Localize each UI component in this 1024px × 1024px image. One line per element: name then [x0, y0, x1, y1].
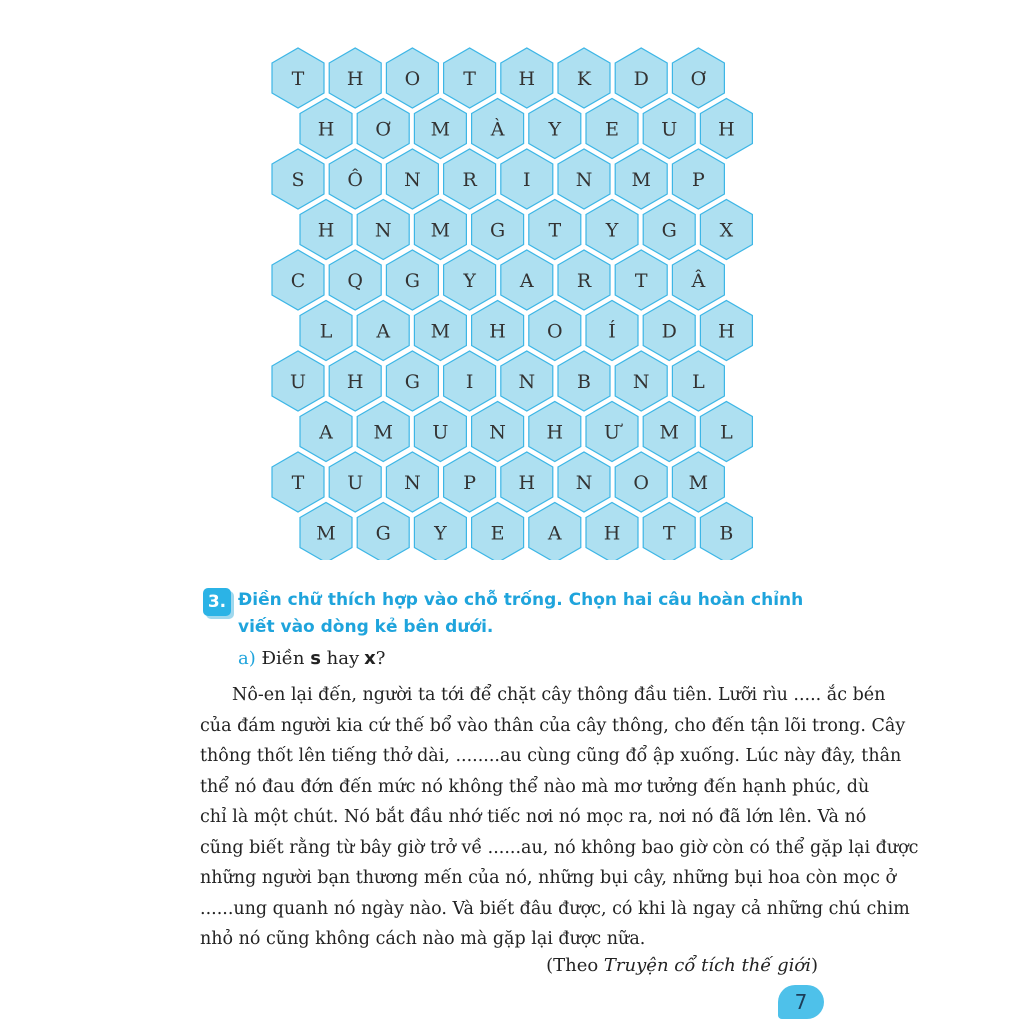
exercise-instruction: Điền chữ thích hợp vào chỗ trống. Chọn hai câu hoàn chỉnh viết vào dòng kẻ bên dưới. — [238, 590, 804, 637]
letter-hexagon — [615, 250, 667, 310]
hexagon-letter: H — [518, 472, 536, 494]
hexagon-letter: O — [404, 68, 421, 90]
letter-hexagon — [700, 503, 752, 561]
letter-hexagon — [444, 351, 496, 411]
letter-hexagon — [472, 301, 524, 361]
letter-hexagon — [672, 48, 724, 108]
letter-hexagon — [615, 149, 667, 209]
hexagon-letter: E — [605, 118, 619, 141]
letter-hexagon — [643, 503, 695, 561]
hexagon-letter: N — [489, 421, 506, 444]
letter-hexagon — [300, 402, 352, 462]
passage-line: của đám người kia cứ thế bổ vào thân của cây thông, cho đến tận lõi trong. Cây — [200, 715, 906, 736]
letter-hexagon — [700, 99, 752, 159]
letter-hexagon — [444, 149, 496, 209]
hexagon-letter: L — [319, 320, 333, 343]
hexagon-letter: N — [575, 169, 593, 191]
hexagon-letter: Y — [548, 118, 562, 141]
hexagon-letter: O — [547, 320, 563, 343]
letter-hexagon — [357, 99, 409, 159]
letter-hexagon — [329, 250, 381, 310]
letter-hexagon — [529, 99, 581, 159]
hexagon-letter: G — [490, 219, 506, 242]
hexagon-letter: Â — [691, 270, 706, 292]
hexagon-letter: N — [404, 472, 421, 494]
letter-hexagon — [329, 149, 381, 209]
letter-hexagon — [558, 48, 610, 108]
letter-hexagon — [586, 402, 638, 462]
part-a-letter-x: x — [364, 648, 376, 669]
letter-hexagon — [414, 99, 466, 159]
hexagon-letter: T — [291, 472, 305, 494]
letter-hexagon — [272, 250, 324, 310]
passage-line: cũng biết rằng từ bây giờ trở về ......au, nó không bao giờ còn có thể gặp lại được — [200, 837, 919, 858]
passage — [200, 680, 919, 955]
hexagon-letter: N — [518, 371, 536, 393]
hexagon-letter: R — [462, 169, 477, 191]
letter-hexagon — [386, 452, 438, 512]
letter-hexagon — [586, 503, 638, 561]
letter-hexagon — [615, 452, 667, 512]
hexagon-letter: Q — [347, 270, 363, 292]
hexagon-letter: G — [404, 371, 420, 393]
letter-hexagon — [472, 99, 524, 159]
hexagon-letter: A — [319, 421, 333, 444]
hexagon-letter: N — [374, 219, 392, 242]
letter-hexagon — [672, 452, 724, 512]
hexagon-letter: H — [346, 68, 364, 90]
hexagon-letter: M — [316, 522, 336, 545]
hexagon-letter: H — [317, 219, 335, 242]
source-prefix: (Theo — [546, 955, 604, 976]
exercise-part-a — [238, 648, 385, 669]
letter-hexagon — [529, 503, 581, 561]
page-number: 7 — [778, 985, 824, 1019]
passage-line: chỉ là một chút. Nó bắt đầu nhớ tiếc nơi nó mọc ra, nơi nó đã lớn lên. Và nó — [200, 807, 867, 827]
hexagon-letter: À — [490, 118, 505, 141]
letter-hexagon — [414, 503, 466, 561]
passage-line: nhỏ nó cũng không cách nào mà gặp lại được nữa. — [200, 929, 646, 949]
hexagon-letter: D — [661, 320, 677, 343]
hexagon-letter: M — [430, 320, 451, 343]
hexagon-letter: D — [633, 68, 649, 90]
letter-hexagon — [529, 402, 581, 462]
letter-hexagon — [586, 99, 638, 159]
letter-hexagon — [643, 99, 695, 159]
hexagon-letter: Y — [605, 219, 619, 242]
letter-hexagon — [501, 149, 553, 209]
letter-hexagon — [501, 351, 553, 411]
letter-hexagon — [700, 402, 752, 462]
letter-hexagon — [615, 48, 667, 108]
letter-hexagon — [615, 351, 667, 411]
hexagon-letter: H — [317, 118, 335, 141]
letter-hexagon — [444, 452, 496, 512]
letter-hexagon — [272, 149, 324, 209]
letter-hexagon — [357, 301, 409, 361]
letter-hexagon — [386, 250, 438, 310]
part-a-label: a) — [238, 648, 256, 669]
letter-hexagon — [300, 200, 352, 260]
hexagon-letter: P — [463, 472, 476, 494]
hexagon-letter: H — [518, 68, 536, 90]
letter-hexagon — [558, 452, 610, 512]
letter-hexagon — [672, 149, 724, 209]
hexagon-letter: Ơ — [690, 68, 707, 90]
hexagon-letter: B — [719, 522, 734, 545]
letter-hexagon — [700, 301, 752, 361]
letter-hexagon — [386, 149, 438, 209]
letter-hexagon — [300, 99, 352, 159]
letter-hexagon — [414, 402, 466, 462]
passage-line: ......ung quanh nó ngày nào. Và biết đâu được, có khi là ngay cả những chú chim — [200, 898, 910, 919]
letter-hexagon — [414, 301, 466, 361]
letter-hexagon — [272, 452, 324, 512]
letter-hexagon — [357, 503, 409, 561]
hexagon-letter: I — [523, 169, 531, 191]
hexagon-letter: X — [719, 219, 734, 242]
letter-hexagon — [329, 452, 381, 512]
letter-hexagon — [643, 402, 695, 462]
hexagon-letter: Ô — [347, 169, 363, 191]
letter-hexagon — [386, 351, 438, 411]
hexagon-letter: H — [718, 118, 735, 141]
hexagon-letter: B — [577, 371, 591, 393]
part-a-text-mid: hay — [326, 648, 360, 669]
hexagon-letter: U — [661, 118, 678, 141]
hexagon-letter: S — [291, 169, 305, 191]
source-suffix: ) — [810, 955, 818, 976]
letter-hexagon — [700, 200, 752, 260]
hexagon-letter: Y — [463, 270, 476, 292]
hexagon-letter: H — [718, 320, 735, 343]
hexagon-letter: I — [465, 371, 474, 393]
letter-hexagon — [444, 250, 496, 310]
exercise-number-badge: 3. — [203, 588, 231, 616]
hexagon-letter: A — [519, 270, 534, 292]
letter-hexagon — [672, 351, 724, 411]
hexagon-letter: Í — [608, 320, 616, 343]
hexagon-letter: K — [576, 68, 592, 90]
hexagon-letter: M — [688, 472, 709, 494]
letter-hexagon — [444, 48, 496, 108]
hexagon-letter: A — [376, 320, 391, 343]
letter-hexagon — [643, 301, 695, 361]
hexagon-letter: E — [490, 522, 505, 545]
passage-line: thông thốt lên tiếng thở dài, ........au cùng cũng đổ ập xuống. Lúc này đây, thân — [200, 746, 902, 766]
hexagon-letter: T — [634, 270, 648, 292]
letter-hexagon — [529, 200, 581, 260]
letter-hexagon — [300, 503, 352, 561]
letter-hexagon — [586, 200, 638, 260]
letter-hexagon — [472, 503, 524, 561]
hexagon-letter: U — [289, 371, 307, 393]
letter-hexagon — [501, 250, 553, 310]
hexagon-letter: C — [290, 270, 306, 292]
hexagon-letter: T — [662, 522, 676, 545]
letter-hexagon — [414, 200, 466, 260]
letter-hexagon — [529, 301, 581, 361]
hexagon-letter: A — [547, 522, 562, 545]
hexagon-letter: M — [373, 421, 393, 444]
letter-hexagon — [472, 402, 524, 462]
letter-hexagon — [501, 452, 553, 512]
passage-line: Nô-en lại đến, người ta tới để chặt cây thông đầu tiên. Lưỡi rìu ..... ắc bén — [232, 685, 886, 705]
hexagon-letter: H — [346, 371, 364, 393]
hexagon-letter: U — [432, 421, 449, 444]
letter-hexagon — [272, 48, 324, 108]
letter-hexagon — [329, 48, 381, 108]
hexagon-letter: G — [375, 522, 391, 545]
letter-hexagon — [357, 200, 409, 260]
letter-hexagon — [300, 301, 352, 361]
hexagon-letter: N — [632, 371, 650, 393]
hexagon-letter: N — [404, 169, 421, 191]
hexagon-letter: U — [347, 472, 364, 494]
hexagon-letter: N — [575, 472, 593, 494]
hexagon-letter: P — [692, 169, 705, 191]
hexagon-letter: M — [430, 219, 451, 242]
letter-hexagon — [386, 48, 438, 108]
hexagon-letter: G — [661, 219, 677, 242]
part-a-letter-s: s — [310, 648, 321, 669]
letter-hexagon — [357, 402, 409, 462]
letter-hexagon — [558, 149, 610, 209]
letter-hexagon — [272, 351, 324, 411]
part-a-text-before: Điền — [261, 648, 305, 669]
hexagon-letter: H — [546, 421, 564, 444]
part-a-text-end: ? — [375, 648, 386, 669]
hexagon-letter: Y — [434, 522, 447, 545]
hexagon-letter: R — [576, 270, 592, 292]
letter-hexagon — [586, 301, 638, 361]
letter-hexagon — [643, 200, 695, 260]
hexagon-letter: G — [404, 270, 420, 292]
letter-hexagon — [472, 200, 524, 260]
hexagon-letter: M — [430, 118, 451, 141]
source-title: Truyện cổ tích thế giới — [603, 955, 811, 976]
hexagon-letter: M — [631, 169, 651, 191]
hexagon-letter: T — [463, 68, 476, 90]
passage-line: những người bạn thương mến của nó, những bụi cây, những bụi hoa còn mọc ở — [200, 868, 896, 888]
letter-hexagon — [501, 48, 553, 108]
hexagon-letter: H — [603, 522, 621, 545]
hexagon-letter: T — [291, 68, 305, 90]
letter-hexagon — [329, 351, 381, 411]
hexagon-letter: Ơ — [375, 118, 391, 141]
letter-hexagon — [672, 250, 724, 310]
hexagon-letter: T — [548, 219, 562, 242]
hexagon-letter: L — [692, 371, 705, 393]
hexagon-letter: Ư — [603, 421, 621, 444]
letter-hexagon — [558, 250, 610, 310]
letter-hexagon — [558, 351, 610, 411]
hexagon-letter: M — [659, 421, 679, 444]
hexagon-letter: H — [489, 320, 506, 343]
hexagon-letter: L — [720, 421, 733, 444]
passage-line: thể nó đau đớn đến mức nó không thể nào mà mơ tưởng đến hạnh phúc, dù — [200, 776, 870, 797]
passage-source — [546, 955, 818, 976]
hexagon-letter: O — [633, 472, 649, 494]
